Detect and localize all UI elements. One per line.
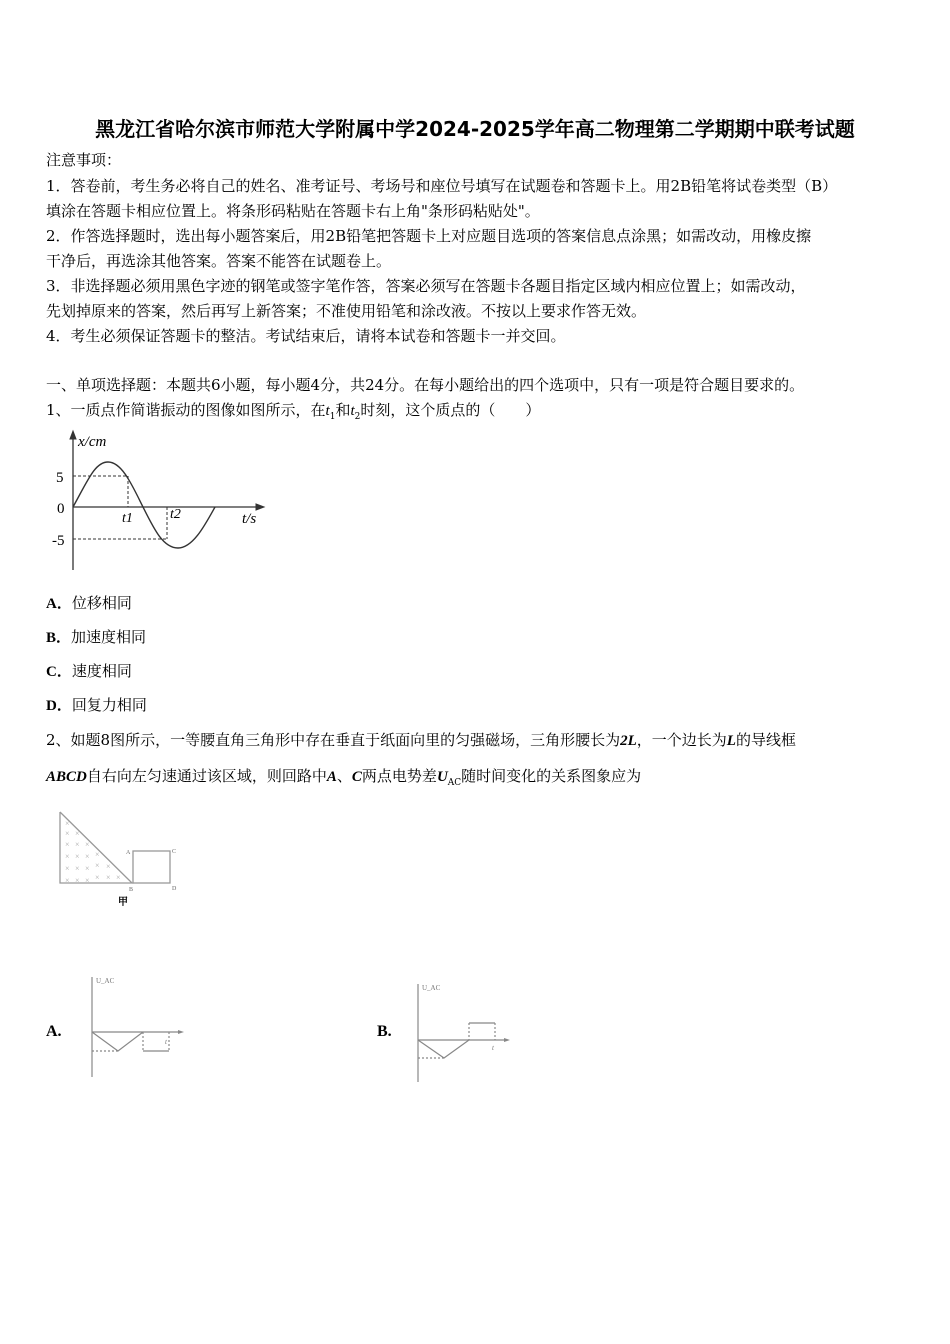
section-heading: 一、单项选择题：本题共6小题，每小题4分，共24分。在每小题给出的四个选项中，只有一项是符合题目要求的。 (46, 376, 805, 394)
shm-graph (70, 431, 264, 570)
svg-text:t: t (492, 1044, 494, 1052)
svg-text:×: × (75, 852, 80, 861)
svg-text:×: × (85, 864, 90, 873)
option-b[interactable]: B．加速度相同 (46, 628, 147, 646)
svg-text:×: × (65, 852, 70, 861)
svg-text:×: × (95, 873, 100, 882)
t1-label: t1 (122, 511, 133, 526)
svg-text:×: × (106, 862, 111, 871)
graph-option-b (418, 984, 506, 1082)
question-1-stem: 1、一质点作简谐振动的图像如图所示，在$t_1$和$t_2$时刻，这个质点的（ ） (46, 401, 541, 422)
note-line: 干净后，再选涂其他答案。答案不能答在试题卷上。 (46, 252, 392, 270)
svg-text:U_AC: U_AC (96, 977, 115, 985)
svg-text:B: B (129, 887, 134, 893)
note-line: 4．考生必须保证答题卡的整洁。考试结束后，请将本试卷和答题卡一并交回。 (46, 327, 566, 345)
svg-text:×: × (65, 876, 70, 885)
svg-text:×: × (65, 829, 70, 838)
svg-text:×: × (75, 876, 80, 885)
note-line: 先划掉原来的答案，然后再写上新答案；不准使用铅笔和涂改液。不按以上要求作答无效。 (46, 302, 647, 320)
svg-text:×: × (106, 873, 111, 882)
svg-text:×: × (65, 840, 70, 849)
note-line: 2．作答选择题时，选出每小题答案后，用2B铅笔把答题卡上对应题目选项的答案信息点涂黑；如需改动，用橡皮擦 (46, 227, 812, 245)
svg-text:×: × (75, 829, 80, 838)
svg-text:×: × (75, 840, 80, 849)
page-title: 黑龙江省哈尔滨市师范大学附属中学2024-2025学年高二物理第二学期期中联考试题 (95, 117, 855, 141)
t2-label: t2 (170, 507, 181, 522)
question-2-line-1: 2、如题8图所示，一等腰直角三角形中存在垂直于纸面向里的匀强磁场，三角形腰长为2L，一个边长为L的导线框 (46, 731, 796, 749)
svg-text:D: D (172, 886, 177, 892)
option-b-label[interactable]: B. (377, 1023, 392, 1040)
option-a-label[interactable]: A. (46, 1023, 62, 1040)
note-line: 1．答卷前，考生务必将自己的姓名、准考证号、考场号和座位号填写在试题卷和答题卡上。用2B铅笔将试卷类型（B） (46, 177, 838, 195)
svg-text:×: × (75, 864, 80, 873)
svg-text:×: × (116, 873, 121, 882)
svg-text:×: × (95, 861, 100, 870)
notes-heading: 注意事项： (46, 151, 122, 169)
note-line: 填涂在答题卡相应位置上。将条形码粘贴在答题卡右上角"条形码粘贴处"。 (46, 202, 540, 220)
svg-text:×: × (65, 819, 70, 828)
svg-text:×: × (65, 864, 70, 873)
x-axis-label: t/s (242, 511, 257, 527)
svg-text:×: × (85, 840, 90, 849)
graph-option-a (92, 977, 180, 1077)
svg-text:A: A (126, 850, 131, 856)
tick-neg5: -5 (52, 533, 65, 549)
question-2-line-2: ABCD自右向左匀速通过该区域，则回路中A、C两点电势差$U_{AC}$随时间变化的关系图象应为 (46, 767, 642, 788)
svg-text:t: t (165, 1038, 167, 1046)
svg-text:×: × (85, 852, 90, 861)
figure-caption: 甲 (118, 897, 128, 908)
svg-text:×: × (95, 850, 100, 859)
svg-text:C: C (172, 849, 177, 855)
magnetic-field-crosses (65, 819, 121, 885)
tick-5: 5 (56, 470, 64, 486)
option-d[interactable]: D．回复力相同 (46, 696, 147, 714)
tick-0: 0 (57, 501, 65, 517)
y-axis-label: x/cm (78, 434, 107, 450)
note-line: 3．非选择题必须用黑色字迹的钢笔或签字笔作答，答案必须写在答题卡各题目指定区域内相应位置上；如需改动， (46, 277, 806, 295)
svg-text:U_AC: U_AC (422, 984, 441, 992)
option-a[interactable]: A．位移相同 (46, 594, 132, 612)
option-c[interactable]: C．速度相同 (46, 662, 132, 680)
svg-text:×: × (85, 876, 90, 885)
